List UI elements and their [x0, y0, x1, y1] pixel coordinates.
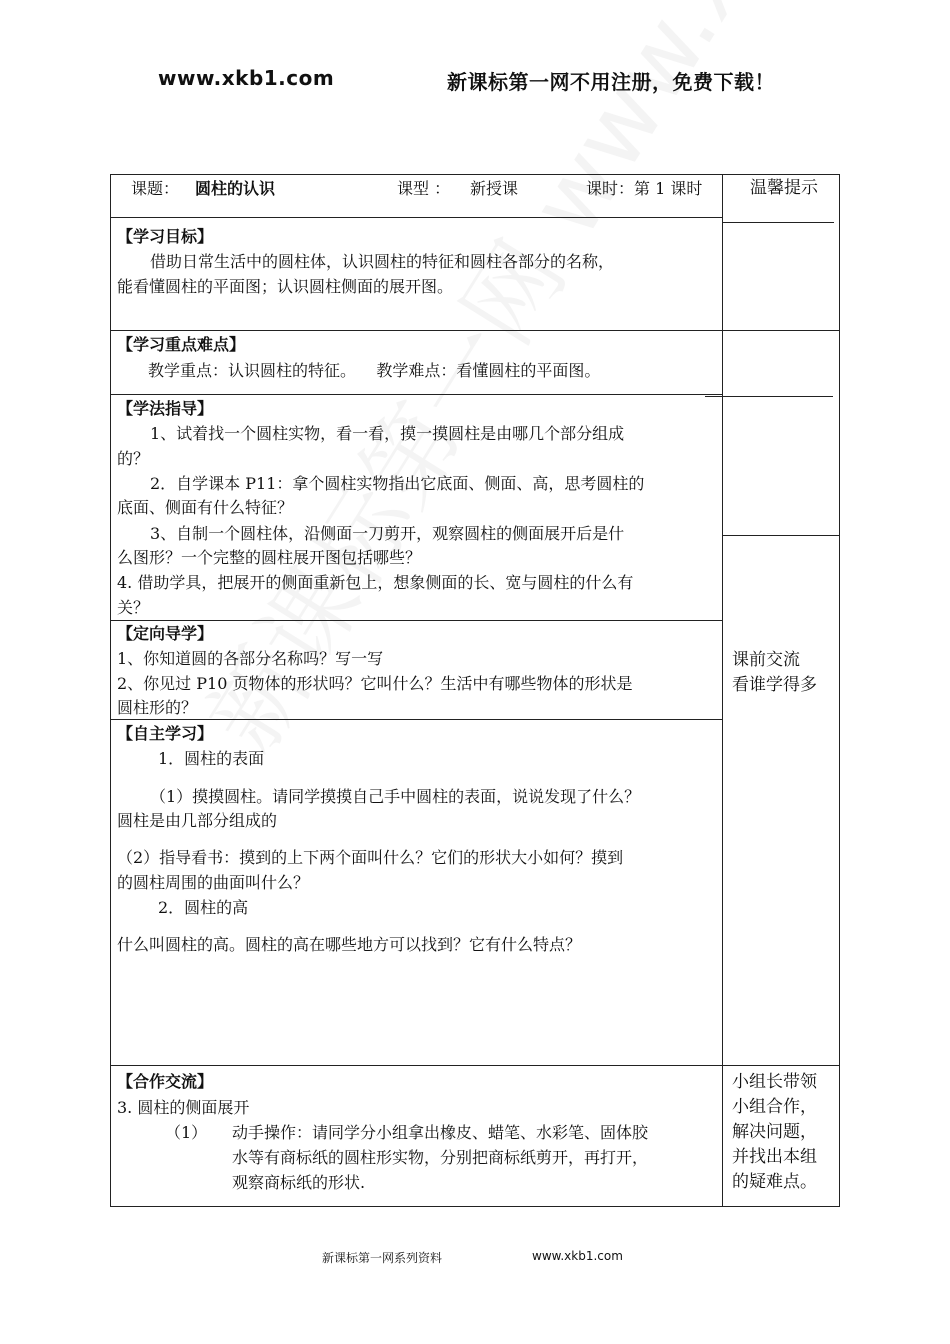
tip-divider: [723, 330, 839, 331]
footer-site-url[interactable]: www.xkb1.com: [532, 1249, 623, 1263]
tip-text: 小组长带领: [732, 1072, 817, 1092]
methods-line: 1、试着找一个圆柱实物，看一看，摸一摸圆柱是由哪几个部分组成: [150, 424, 625, 443]
self-study-line: （2）指导看书：摸到的上下两个面叫什么？它们的形状大小如何？摸到: [117, 848, 624, 867]
self-study-heading: 【自主学习】: [117, 724, 214, 743]
tip-divider: [705, 396, 833, 397]
cooperate-heading: 【合作交流】: [117, 1072, 214, 1091]
methods-line: 3、自制一个圆柱体，沿侧面一刀剪开，观察圆柱的侧面展开后是什: [150, 524, 625, 543]
goals-heading: 【学习目标】: [117, 227, 214, 246]
header-site-url[interactable]: www.xkb1.com: [158, 66, 335, 90]
row-divider: [110, 330, 723, 331]
tips-header: 温馨提示: [750, 178, 818, 198]
tip-text: 小组合作，: [732, 1097, 817, 1117]
methods-line: 的？: [117, 449, 150, 468]
topic-title: 圆柱的认识: [195, 179, 276, 198]
goals-line: 能看懂圆柱的平面图；认识圆柱侧面的展开图。: [117, 277, 454, 296]
tip-text: 课前交流: [732, 650, 800, 670]
self-study-line: （1）摸摸圆柱。请同学摸摸自己手中圆柱的表面，说说发现了什么？: [150, 787, 641, 806]
tip-divider: [723, 535, 839, 536]
footer-series: 新课标第一网系列资料: [322, 1251, 443, 1265]
row-divider: [110, 1065, 723, 1066]
lesson-period: 课时：第 1 课时: [586, 179, 703, 198]
table-border-bottom: [110, 1206, 840, 1207]
cooperate-item-line: 观察商标纸的形状.: [232, 1173, 366, 1192]
methods-line: 底面、侧面有什么特征？: [117, 498, 294, 517]
guided-line: 2、你见过 P10 页物体的形状吗？它叫什么？生活中有哪些物体的形状是: [117, 674, 633, 693]
self-study-line: 的圆柱周围的曲面叫什么？: [117, 873, 310, 892]
table-border-right: [839, 174, 840, 1207]
guided-line: 1、你知道圆的各部分名称吗？写一写: [117, 649, 384, 668]
row-divider: [110, 394, 723, 395]
tip-divider: [723, 1065, 839, 1066]
self-study-line: 2．圆柱的高: [158, 898, 249, 917]
goals-line: 借助日常生活中的圆柱体，认识圆柱的特征和圆柱各部分的名称，: [150, 252, 615, 271]
cooperate-item-line: 水等有商标纸的圆柱形实物，分别把商标纸剪开，再打开，: [232, 1148, 649, 1167]
lesson-type-label: 课型 ：: [397, 179, 451, 198]
methods-line: 关？: [117, 598, 150, 617]
tip-text: 并找出本组: [732, 1147, 817, 1167]
guided-line: 圆柱形的？: [117, 698, 198, 717]
tip-text: 的疑难点。: [732, 1172, 817, 1192]
cooperate-item-number: （1）: [165, 1123, 208, 1142]
table-border-top: [110, 174, 840, 175]
column-divider: [722, 174, 723, 1207]
row-divider: [110, 719, 723, 720]
tip-divider: [723, 222, 834, 223]
row-divider: [110, 620, 723, 621]
lesson-type: 新授课: [470, 179, 519, 198]
tip-text: 解决问题，: [732, 1122, 817, 1142]
tip-text: 看谁学得多: [732, 675, 817, 695]
key-points-line: 教学重点：认识圆柱的特征。 教学难点：看懂圆柱的平面图。: [148, 361, 601, 380]
methods-heading: 【学法指导】: [117, 399, 214, 418]
methods-line: 4. 借助学具，把展开的侧面重新包上，想象侧面的长、宽与圆柱的什么有: [117, 573, 634, 592]
table-border-left: [110, 174, 111, 1207]
methods-line: 2．自学课本 P11：拿个圆柱实物指出它底面、侧面、高，思考圆柱的: [150, 474, 645, 493]
guided-heading: 【定向导学】: [117, 624, 214, 643]
methods-line: 么图形？一个完整的圆柱展开图包括哪些？: [117, 548, 422, 567]
cooperate-item-line: 动手操作：请同学分小组拿出橡皮、蜡笔、水彩笔、固体胶: [232, 1123, 649, 1142]
self-study-line: 圆柱是由几部分组成的: [117, 811, 278, 830]
key-points-heading: 【学习重点难点】: [117, 335, 246, 354]
self-study-line: 什么叫圆柱的高。圆柱的高在哪些地方可以找到？它有什么特点？: [117, 935, 582, 954]
cooperate-subhead: 3. 圆柱的侧面展开: [117, 1098, 250, 1117]
header-slogan: 新课标第一网不用注册，免费下载！: [447, 70, 775, 94]
row-divider: [110, 217, 723, 218]
self-study-line: 1．圆柱的表面: [158, 749, 265, 768]
topic-label: 课题：: [131, 179, 180, 198]
